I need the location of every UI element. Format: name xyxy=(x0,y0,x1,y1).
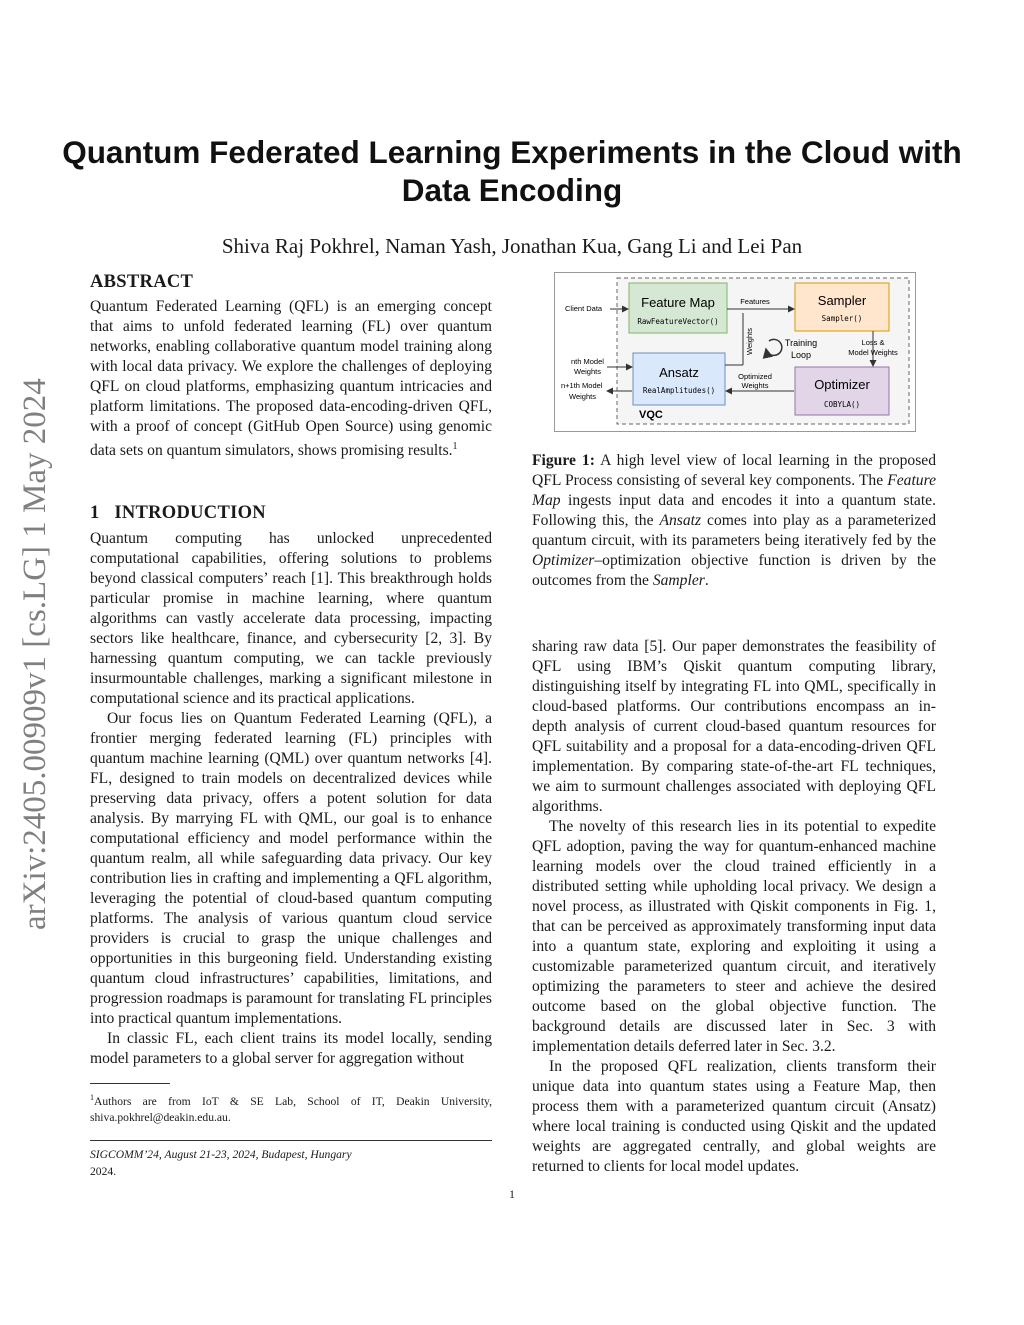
caption-text: Figure 1: A high level view of local learning in the proposed QFL Process consisting of several key components. The Feature Map ingests input data and encodes it into a quantum state. Following this, the Ansatz comes into play as a parameterized quantum circuit, with its parameters being iteratively fed by the Optimizer–optimization objective function is driven by the outcomes from the Sampler. xyxy=(532,452,936,589)
abstract-heading: ABSTRACT xyxy=(90,272,194,292)
conference-venue: SIGCOMM’24, August 21-23, 2024, Budapest, Hungary xyxy=(90,1148,352,1161)
features-label: Features xyxy=(740,297,770,306)
arxiv-stamp xyxy=(12,350,58,930)
arxiv-id: arXiv:2405.00909v1 [cs.LG] 1 May 2024 xyxy=(17,378,53,930)
intro-heading: 1 INTRODUCTION xyxy=(90,503,266,523)
introduction-section xyxy=(90,503,492,1069)
intro-paragraph-1: Quantum computing has unlocked unprecedented computational capabilities, offering solutions to problems beyond classical computers’ reach [1]. This breakthrough holds particular promise in machine learning, where quantum algorithms can vastly accelerate data processing, impacting sectors like healthcare, finance, and cybersecurity [2, 3]. By harnessing quantum computing, we can tackle previously insurmountable challenges, marking a significant milestone in computational science and its practical applications. xyxy=(90,530,492,707)
nth-weights-label-2: Weights xyxy=(574,367,601,376)
footnote-text: $^1$Authors are from IoT & SE Lab, School of IT, Deakin University, shiva.pokhrel@deakin.edu.au. xyxy=(90,1093,492,1124)
optimized-label-2: Weights xyxy=(741,381,769,390)
intro-paragraph-2: Our focus lies on Quantum Federated Learning (QFL), a frontier merging federated learning (FL) principles with quantum machine learning (QML) over quantum networks [4]. FL, designed to train models on decentralized devices while preserving data privacy, offers a potent solution for data analysis. By marrying FL with QML, our goal is to enhance computational efficiency and model performance within the quantum realm, all while safeguarding data privacy. Our key contribution lies in crafting and implementing a QFL algorithm, leveraging the potential of cloud-based quantum computing platforms. The analysis of various quantum cloud service providers is crucial to grasp the unique challenges and opportunities in this burgeoning field. Understanding existing quantum cloud infrastructures’ capabilities, limitations, and progression roadmaps is paramount for translating FL principles into practical quantum implementations. xyxy=(90,710,492,1027)
conference-block xyxy=(90,1140,492,1180)
loss-label-2: Model Weights xyxy=(848,348,898,357)
paper-title: Quantum Federated Learning Experiments in the Cloud with Data Encoding xyxy=(62,134,962,208)
optimizer-label: Optimizer xyxy=(814,377,870,392)
abstract-section xyxy=(90,272,492,461)
optimizer-code: COBYLA() xyxy=(823,400,861,409)
footnote-block xyxy=(90,1083,492,1126)
page-number: 1 xyxy=(509,1187,515,1201)
training-label-2: Loop xyxy=(790,350,812,360)
feature-map-label: Feature Map xyxy=(641,295,715,310)
figure-caption xyxy=(532,451,936,591)
conference-rule xyxy=(90,1140,492,1141)
sampler-code: Sampler() xyxy=(821,314,863,323)
intro-continued xyxy=(532,637,936,1177)
figure-1 xyxy=(554,272,916,432)
footnote-rule xyxy=(90,1083,170,1084)
n1-weights-label-2: Weights xyxy=(569,392,596,401)
loss-label-1: Loss & xyxy=(861,338,885,347)
abstract-text: Quantum Federated Learning (QFL) is an emerging concept that aims to unfold federated learning (FL) over quantum networks, enabling collaborative quantum model training along with local data privacy. We explore the challenges of deploying QFL on cloud platforms, emphasizing quantum intricacies and platform limitations. The proposed data-encoding-driven QFL, with a proof of concept (GitHub Open Source) using genomic data sets on quantum simulators, shows promising results.$^1$ xyxy=(90,298,492,460)
n1-weights-label-1: n+1th Model xyxy=(561,381,603,390)
feature-map-code: RawFeatureVector() xyxy=(637,317,719,326)
nth-weights-label-1: nth Model xyxy=(571,357,604,366)
author-list: Shiva Raj Pokhrel, Naman Yash, Jonathan Kua, Gang Li and Lei Pan xyxy=(221,234,803,258)
vqc-label: VQC xyxy=(639,409,663,421)
ansatz-code: RealAmplitudes() xyxy=(642,386,716,395)
intro-paragraph-3: In classic FL, each client trains its model locally, sending model parameters to a global server for aggregation without xyxy=(90,1030,492,1067)
intro-paragraph-6: In the proposed QFL realization, clients transform their unique data into quantum states using a Feature Map, then process them with a parameterized quantum circuit (Ansatz) where local training is conducted using Qiskit and the updated weights are aggregated centrally, and global weights are returned to clients for local model updates. xyxy=(532,1058,936,1175)
ansatz-label: Ansatz xyxy=(659,365,699,380)
intro-paragraph-4: sharing raw data [5]. Our paper demonstrates the feasibility of QFL using IBM’s Qiskit quantum computing library, distinguishing itself by integrating FL into QML, specifically in cloud-based platforms. Our contributions encompass an in-depth analysis of current cloud-based quantum resources for QFL suitability and a proposal for a data-encoding-driven QFL implementation. By comparing state-of-the-art FL techniques, we aim to surmount challenges associated with deploying QFL algorithms. xyxy=(532,638,936,815)
optimized-label-1: Optimized xyxy=(738,372,772,381)
intro-paragraph-5: The novelty of this research lies in its potential to expedite QFL adoption, paving the way for quantum-enhanced machine learning models over the cloud trained efficiently in a distributed setting while upholding local privacy. We design a novel process, as illustrated with Qiskit components in Fig. 1, that can be perceived as approximately transforming input data into a quantum state, exploring and exploiting it using a customizable parameterized quantum circuit, and iteratively optimizing the parameters to steer and achieve the desired outcome based on the global objective function. The background details are discussed later in Sec. 3 with implementation details deferred later in Sec. 3.2. xyxy=(532,818,936,1055)
client-data-label: Client Data xyxy=(565,304,603,313)
training-label-1: Training xyxy=(784,338,818,348)
weights-label: Weights xyxy=(745,328,754,355)
sampler-label: Sampler xyxy=(817,293,867,308)
conference-year: 2024. xyxy=(90,1165,117,1178)
